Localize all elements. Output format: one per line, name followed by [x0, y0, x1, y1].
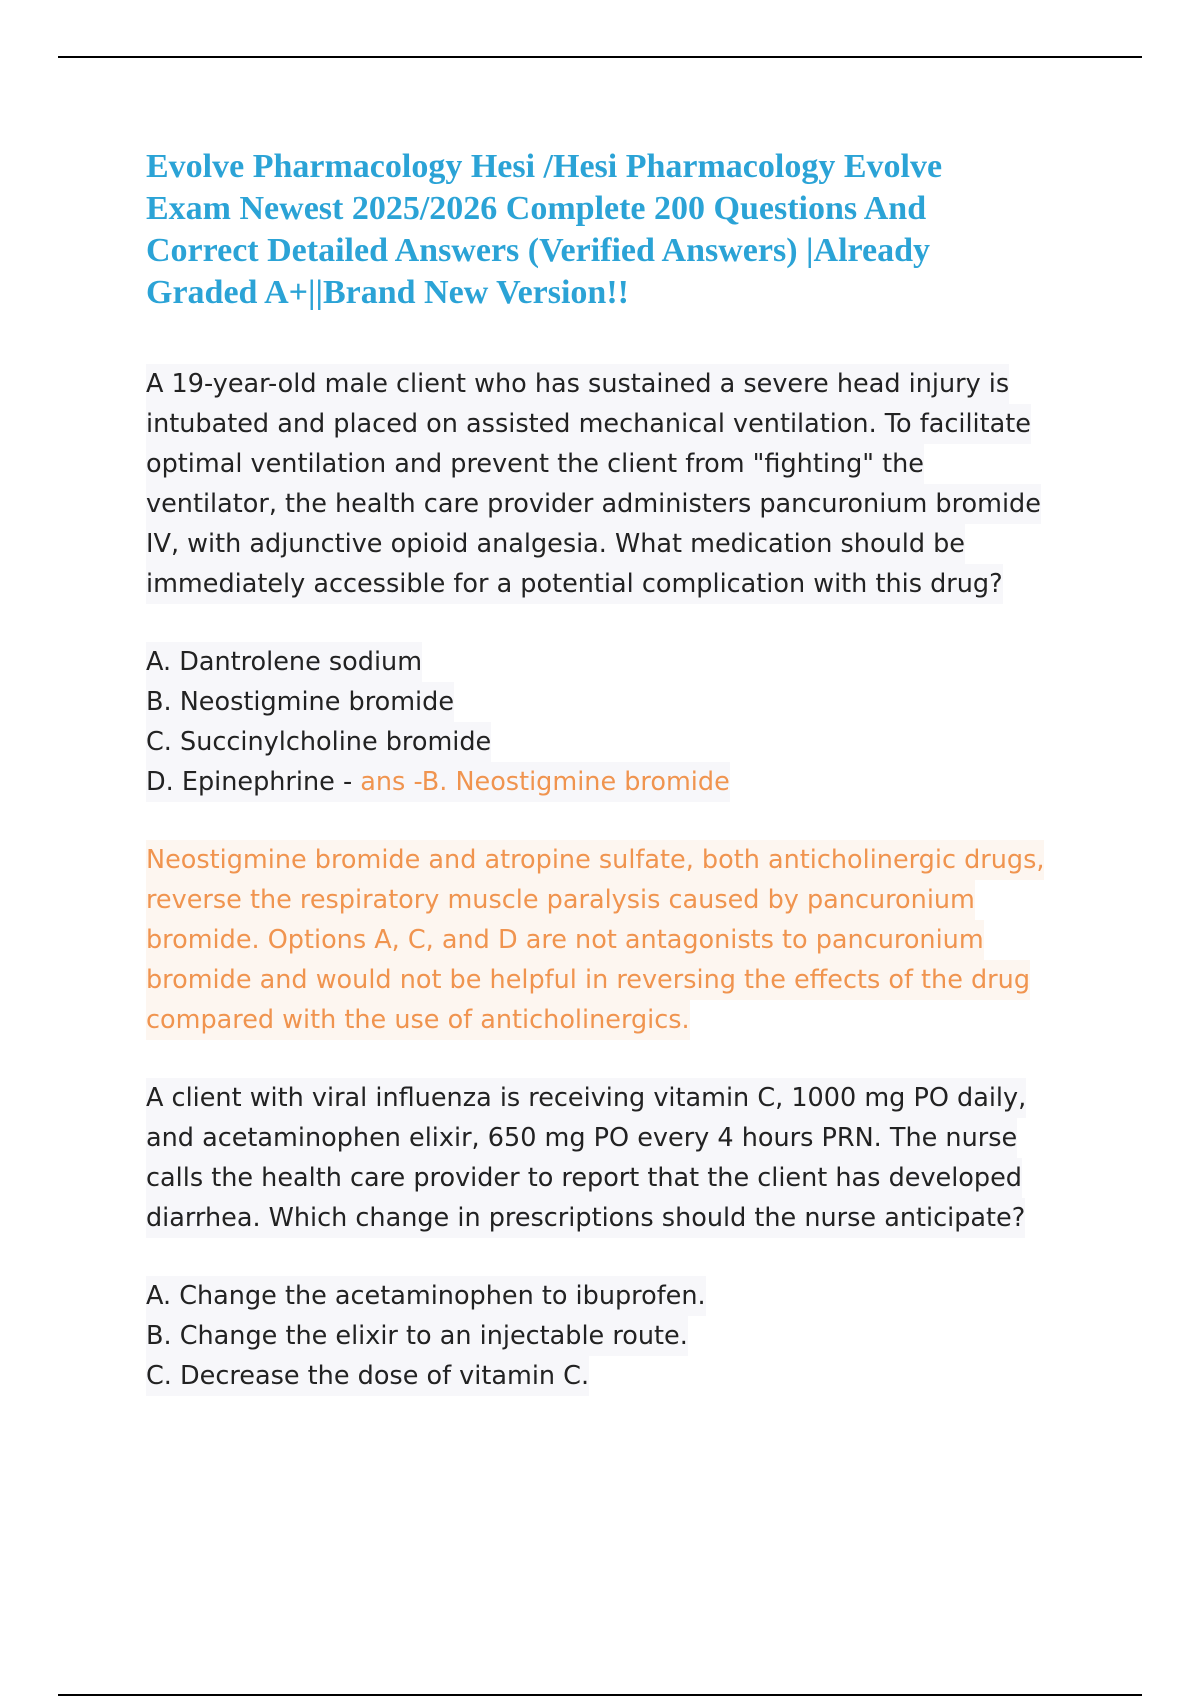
- explanation-line: bromide. Options A, C, and D are not antagonists to pancuronium: [146, 920, 984, 960]
- question-line: A client with viral influenza is receiving vitamin C, 1000 mg PO daily,: [146, 1078, 1026, 1118]
- title-line: Correct Detailed Answers (Verified Answers) |Already: [146, 232, 930, 269]
- question-1-stem: [146, 364, 1076, 604]
- option-d-row: [146, 762, 730, 802]
- title-line: Graded A+||Brand New Version!!: [146, 274, 629, 311]
- explanation-line: Neostigmine bromide and atropine sulfate, both anticholinergic drugs,: [146, 840, 1044, 880]
- title-line: Evolve Pharmacology Hesi /Hesi Pharmacology Evolve: [146, 148, 943, 185]
- explanation-line: reverse the respiratory muscle paralysis caused by pancuronium: [146, 880, 975, 920]
- option-d: D. Epinephrine -: [146, 767, 361, 797]
- option-a: A. Change the acetaminophen to ibuprofen.: [146, 1276, 706, 1316]
- question-line: ventilator, the health care provider administers pancuronium bromide: [146, 484, 1041, 524]
- question-line: immediately accessible for a potential complication with this drug?: [146, 564, 1003, 604]
- question-line: A 19-year-old male client who has sustained a severe head injury is: [146, 364, 1009, 404]
- question-1-options: [146, 642, 1076, 802]
- question-line: IV, with adjunctive opioid analgesia. What medication should be: [146, 524, 965, 564]
- document-body: [146, 146, 1076, 1396]
- question-1-explanation: [146, 840, 1076, 1040]
- document-title: [146, 146, 1076, 314]
- option-c: C. Decrease the dose of vitamin C.: [146, 1356, 589, 1396]
- explanation-line: compared with the use of anticholinergics.: [146, 1000, 690, 1040]
- question-2-options: [146, 1276, 1076, 1396]
- answer-label: ans -B. Neostigmine bromide: [360, 767, 730, 797]
- question-line: and acetaminophen elixir, 650 mg PO every 4 hours PRN. The nurse: [146, 1118, 1017, 1158]
- explanation-line: bromide and would not be helpful in reversing the effects of the drug: [146, 960, 1030, 1000]
- question-line: intubated and placed on assisted mechanical ventilation. To facilitate: [146, 404, 1031, 444]
- title-line: Exam Newest 2025/2026 Complete 200 Questions And: [146, 190, 927, 227]
- option-a: A. Dantrolene sodium: [146, 642, 422, 682]
- option-c: C. Succinylcholine bromide: [146, 722, 491, 762]
- question-2-stem: [146, 1078, 1076, 1238]
- bottom-rule: [58, 1694, 1142, 1696]
- question-line: calls the health care provider to report that the client has developed: [146, 1158, 1022, 1198]
- question-line: diarrhea. Which change in prescriptions should the nurse anticipate?: [146, 1198, 1025, 1238]
- question-line: optimal ventilation and prevent the client from "fighting" the: [146, 444, 924, 484]
- option-b: B. Change the elixir to an injectable route.: [146, 1316, 688, 1356]
- top-rule: [58, 56, 1142, 58]
- option-b: B. Neostigmine bromide: [146, 682, 454, 722]
